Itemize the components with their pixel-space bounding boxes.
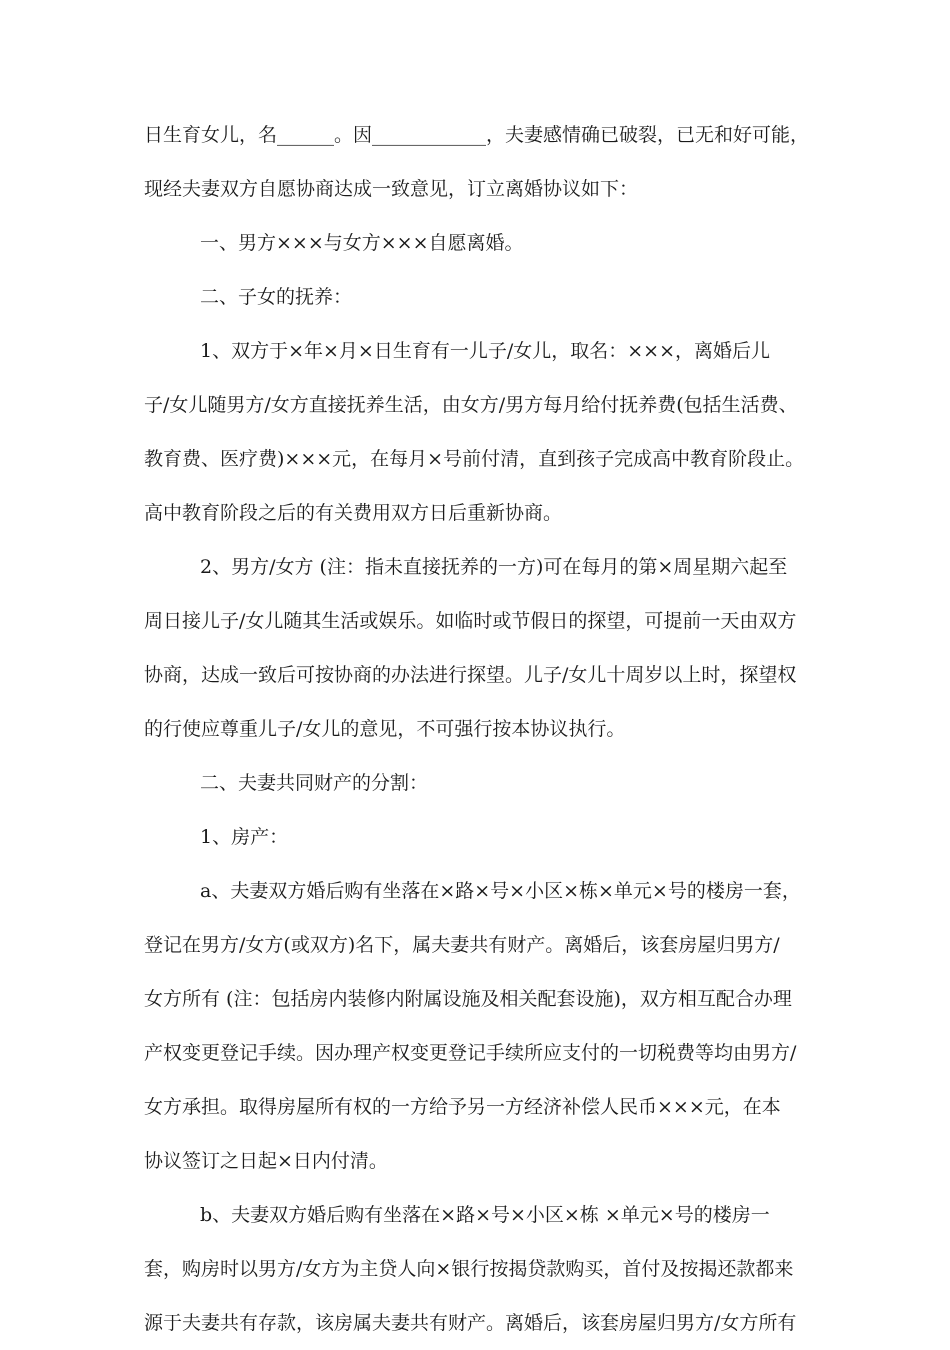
text-line: 高中教育阶段之后的有关费用双方日后重新协商。 xyxy=(144,502,563,524)
text-line: b、夫妻双方婚后购有坐落在×路×号×小区×栋 ×单元×号的楼房一 xyxy=(200,1204,770,1226)
text-line: 源于夫妻共有存款，该房属夫妻共有财产。离婚后，该套房屋归男方/女方所有 xyxy=(144,1312,797,1334)
text-line: 1、房产： xyxy=(200,826,289,848)
text-line: 女方所有 (注：包括房内装修内附属设施及相关配套设施)，双方相互配合办理 xyxy=(144,988,792,1010)
text-line: 周日接儿子/女儿随其生活或娱乐。如临时或节假日的探望，可提前一天由双方 xyxy=(144,610,797,632)
text-line: 套，购房时以男方/女方为主贷人向×银行按揭贷款购买，首付及按揭还款都来 xyxy=(144,1258,794,1280)
text-line: 日生育女儿，名______。因____________，夫妻感情确已破裂，已无和好可能， xyxy=(144,124,810,146)
text-line: 二、子女的抚养： xyxy=(200,286,353,308)
text-line: a、夫妻双方婚后购有坐落在×路×号×小区×栋×单元×号的楼房一套， xyxy=(200,880,801,902)
text-line: 教育费、医疗费)×××元，在每月×号前付清，直到孩子完成高中教育阶段止。 xyxy=(144,448,805,470)
text-line: 协商，达成一致后可按协商的办法进行探望。儿子/女儿十周岁以上时，探望权 xyxy=(144,664,797,686)
text-line: 产权变更登记手续。因办理产权变更登记手续所应支付的一切税费等均由男方/ xyxy=(144,1042,797,1064)
text-line: 登记在男方/女方(或双方)名下，属夫妻共有财产。离婚后，该套房屋归男方/ xyxy=(144,934,780,956)
text-line: 的行使应尊重儿子/女儿的意见，不可强行按本协议执行。 xyxy=(144,718,626,740)
text-line: 协议签订之日起×日内付清。 xyxy=(144,1150,388,1172)
text-line: 现经夫妻双方自愿协商达成一致意见，订立离婚协议如下： xyxy=(144,178,639,200)
text-line: 1、双方于×年×月×日生育有一儿子/女儿，取名：×××，离婚后儿 xyxy=(200,340,771,362)
text-line: 2、男方/女方 (注：指未直接抚养的一方)可在每月的第×周星期六起至 xyxy=(200,556,788,578)
document-body xyxy=(144,108,834,1350)
text-line: 女方承担。取得房屋所有权的一方给予另一方经济补偿人民币×××元，在本 xyxy=(144,1096,781,1118)
text-line: 一、男方×××与女方×××自愿离婚。 xyxy=(200,232,524,254)
text-line: 二、夫妻共同财产的分割： xyxy=(200,772,429,794)
text-line: 子/女儿随男方/女方直接抚养生活，由女方/男方每月给付抚养费(包括生活费、 xyxy=(144,394,798,416)
